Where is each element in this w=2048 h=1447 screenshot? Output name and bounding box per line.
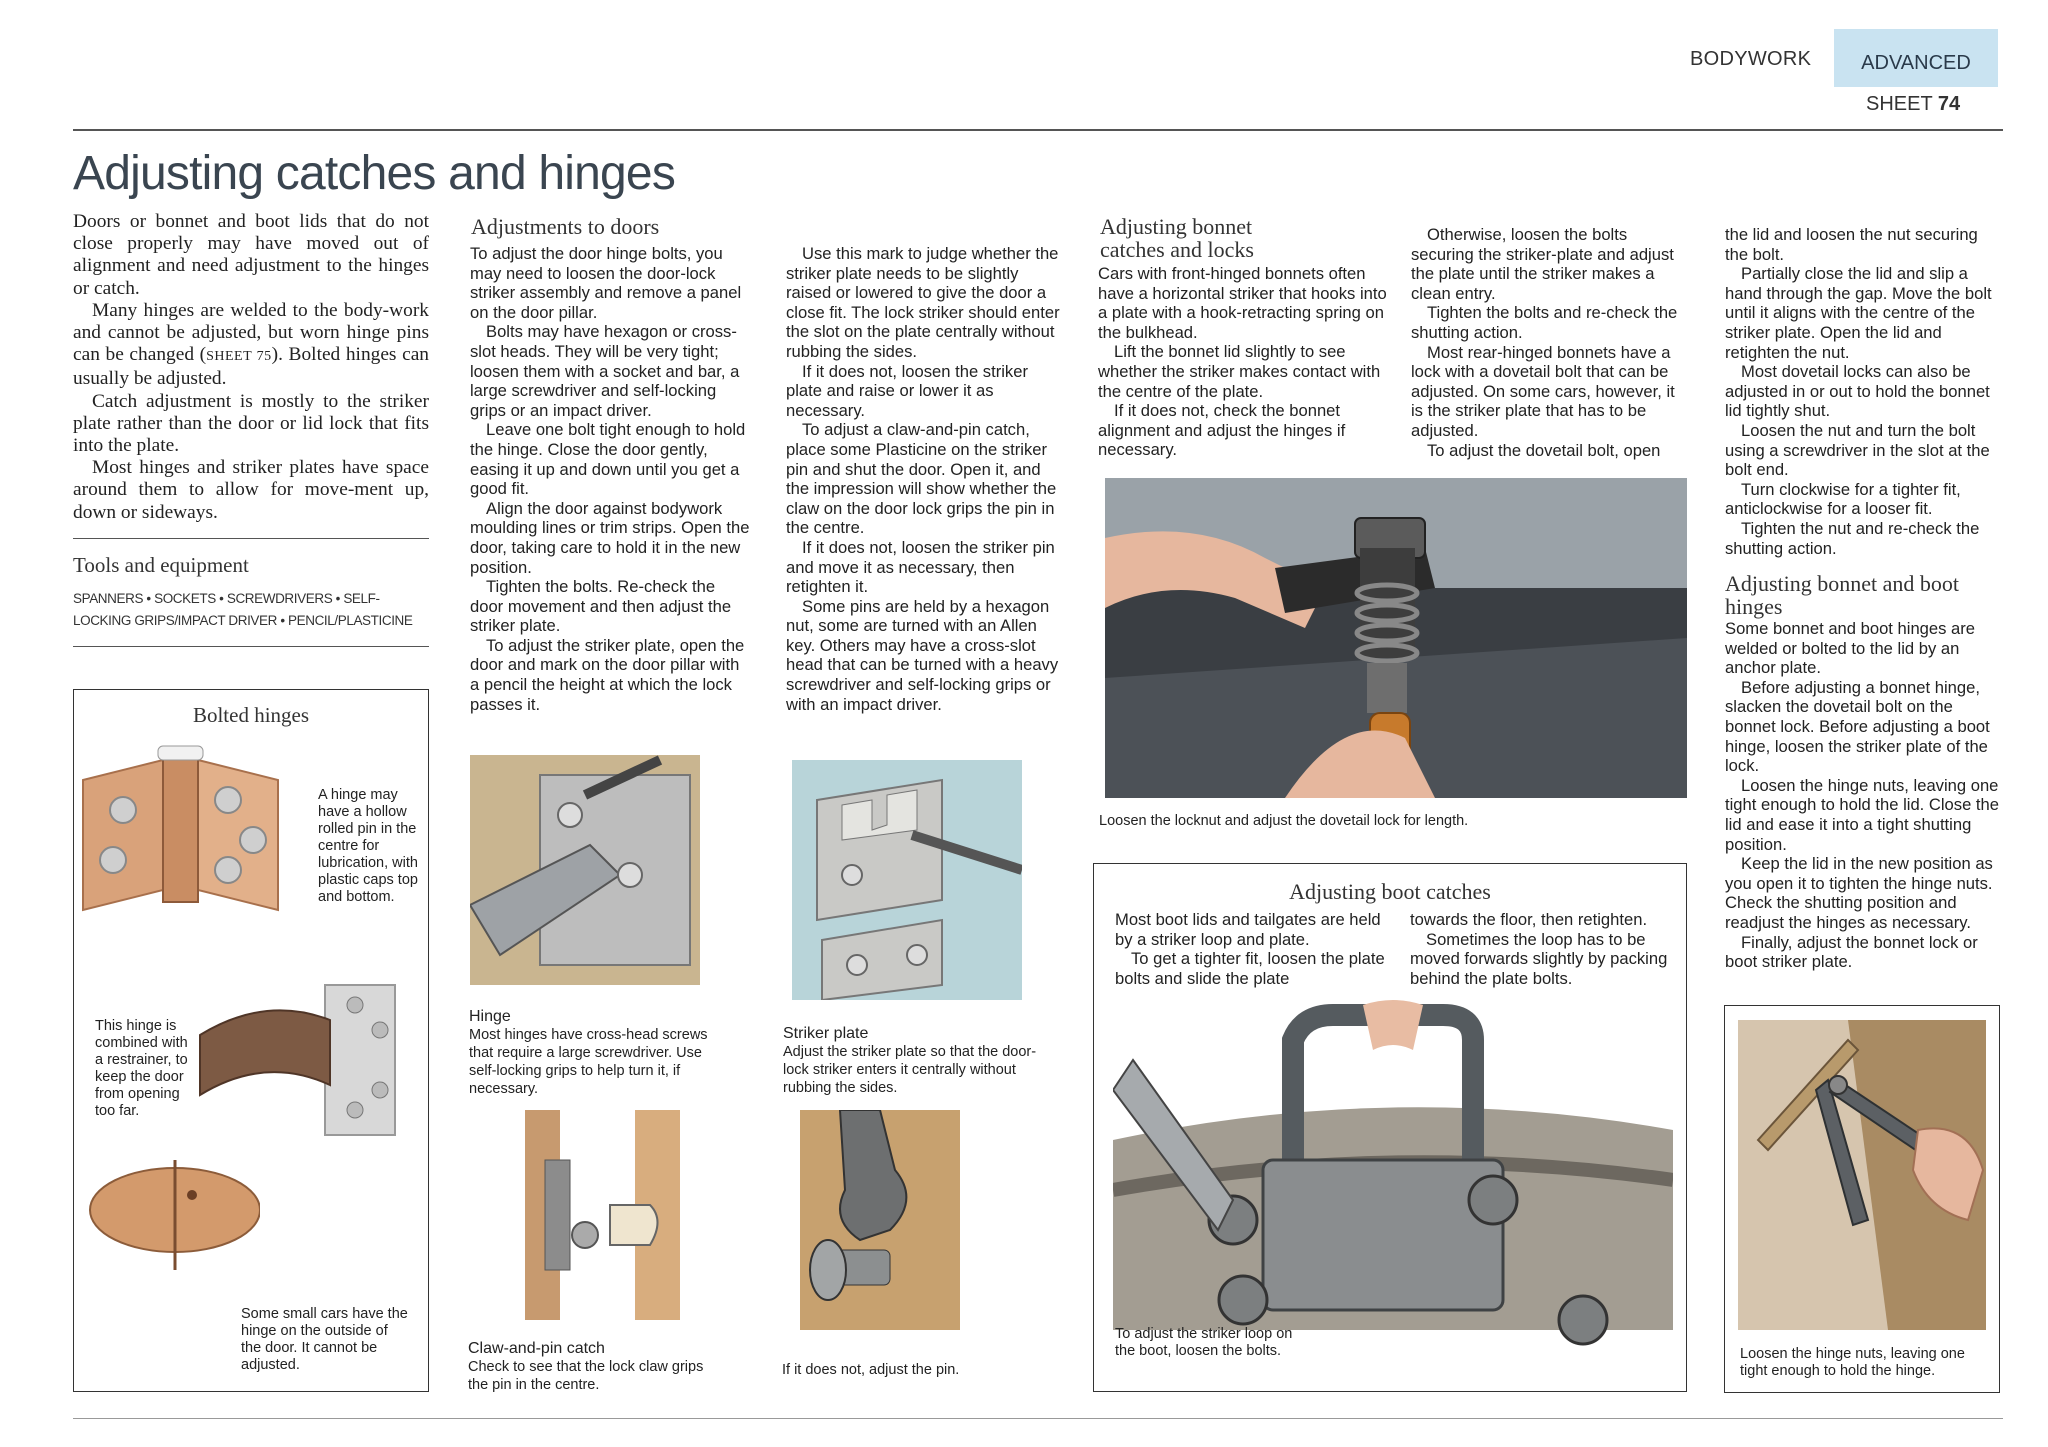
page-title: Adjusting catches and hinges <box>73 147 676 200</box>
text-paragraph: Some bonnet and boot hinges are welded or bolted to the lid by an anchor plate. <box>1725 619 1976 678</box>
striker-plate-illustration <box>792 760 1022 1000</box>
figure-caption-text: Adjust the striker plate so that the door-lock striker enters it centrally without rubbing the sides. <box>783 1044 1037 1096</box>
header-rule <box>73 129 2003 131</box>
text-paragraph: To adjust a claw-and-pin catch, place some Plasticine on the striker pin and shut the door. Open it, and the impression will show whether the claw on the door lock grips the pin in the centre. <box>786 420 1057 538</box>
text-paragraph: Turn clockwise for a tighter fit, anticlockwise for a looser fit. <box>1725 479 1961 519</box>
text-paragraph: towards the floor, then retighten. <box>1410 910 1648 929</box>
pin-figure-caption <box>782 1361 1022 1379</box>
text-paragraph: To adjust the dovetail bolt, open <box>1427 440 1661 460</box>
figure-label: Striker plate <box>783 1025 869 1042</box>
text-paragraph: Leave one bolt tight enough to hold the hinge. Close the door gently, easing it up and down until you get a good fit. <box>470 420 746 499</box>
text-paragraph: Partially close the lid and slip a hand through the gap. Move the bolt until it aligns with the centre of the striker plate. Open the lid and retighten the nut. <box>1725 264 1992 362</box>
bonnet-heading: Adjusting bonnet catches and locks <box>1100 214 1254 262</box>
intro-paragraph: Catch adjustment is mostly to the striker plate rather than the door or lid lock that fits into the plate. <box>73 390 429 457</box>
boot-text-left <box>1115 910 1395 988</box>
claw-figure-caption <box>468 1340 708 1394</box>
text-paragraph: Finally, adjust the bonnet lock or boot striker plate. <box>1725 932 1978 972</box>
outside-hinge-caption: Some small cars have the hinge on the outside of the door. It cannot be adjusted. <box>241 1306 408 1373</box>
sheet-number: SHEET 74 <box>1866 93 1961 115</box>
hinge-nuts-caption: Loosen the hinge nuts, leaving one tight enough to hold the hinge. <box>1740 1346 1965 1379</box>
intro-paragraph: Doors or bonnet and boot lids that do not close properly may have moved out of alignment and need adjustment to the hinges or catch. <box>73 211 429 299</box>
restrainer-hinge-illustration <box>195 975 405 1145</box>
text-paragraph: Otherwise, loosen the bolts securing the striker-plate and adjust the plate until the striker makes a clean entry. <box>1411 225 1674 303</box>
text-paragraph: Tighten the bolts. Re-check the door movement and then adjust the striker plate. <box>470 577 732 636</box>
text-paragraph: Keep the lid in the new position as you open it to tighten the hinge nuts. Check the shutting position and readjust the hinges as necessary. <box>1725 854 1993 932</box>
text-paragraph: Use this mark to judge whether the striker plate needs to be slightly raised or lowered to give the door a close fit. The lock striker should enter the slot on the plate centrally without rubbing the sides. <box>786 244 1060 361</box>
hinge-nuts-illustration <box>1738 1020 1986 1330</box>
intro-paragraph: Most hinges and striker plates have space around them to allow for move-ment up, down or sideways. <box>73 457 429 523</box>
hinge-caption: A hinge may have a hollow rolled pin in the centre for lubrication, with plastic caps top and bottom. <box>318 787 418 905</box>
text-paragraph: Tighten the bolts and re-check the shutting action. <box>1411 303 1678 342</box>
text-paragraph: If it does not, check the bonnet alignment and adjust the hinges if necessary. <box>1098 401 1346 460</box>
text-paragraph: Before adjusting a bonnet hinge, slacken the dovetail bolt on the bonnet lock. Before adjusting a boot hinge, loosen the striker plate of the lock. <box>1725 677 1990 776</box>
bonnet-boot-hinges-heading: Adjusting bonnet and boot hinges <box>1725 571 1960 619</box>
text-paragraph: the lid and loosen the nut securing the bolt. <box>1725 225 1978 264</box>
hollow-pin-hinge-illustration <box>78 740 318 930</box>
hinge-figure-caption <box>469 1008 729 1098</box>
figure-caption-text: Check to see that the lock claw grips the pin in the centre. <box>468 1359 704 1393</box>
figure-caption-text: Most hinges have cross-head screws that require a large screwdriver. Use self-locking grips to help turn it, if necessary. <box>469 1027 708 1097</box>
boot-striker-loop-illustration <box>1113 1000 1673 1350</box>
bolted-hinges-title: Bolted hinges <box>192 703 310 727</box>
claw-and-pin-illustration <box>515 1110 695 1320</box>
text-paragraph: Bolts may have hexagon or cross-slot heads. They will be very tight; loosen them with a socket and bar, a large screwdriver and self-locking grips or an impact driver. <box>470 322 740 420</box>
doors-text <box>470 244 752 714</box>
text-paragraph: If it does not, loosen the striker pin and move it as necessary, then retighten it. <box>786 537 1055 597</box>
intro-paragraph: Many hinges are welded to the body-work and cannot be adjusted, but worn hinge pins can be changed (SHEET 75). Bolted hinges can usually be adjusted. <box>73 299 429 390</box>
text-paragraph: Loosen the nut and turn the bolt using a screwdriver in the slot at the bolt end. <box>1725 420 1990 480</box>
text-paragraph: To adjust the door hinge bolts, you may need to loosen the door-lock striker assembly and remove a panel on the door pillar. <box>470 244 742 322</box>
tools-heading: Tools and equipment <box>73 553 249 577</box>
hinge-screwdriver-illustration <box>470 755 700 985</box>
intro-text <box>73 211 429 524</box>
bonnet-text-continued <box>1411 225 1691 460</box>
striker-figure-caption <box>783 1025 1043 1097</box>
striker-text <box>786 244 1062 714</box>
figure-caption-text: If it does not, adjust the pin. <box>782 1362 960 1378</box>
text-paragraph: Some pins are held by a hexagon nut, some are turned with an Allen key. Others may have a cross-slot head that can be turned with a heavy screwdriver and self-locking grips or with an impact driver. <box>786 596 1059 714</box>
level-tab: ADVANCED <box>1834 29 1998 87</box>
text-paragraph: Most rear-hinged bonnets have a lock with a dovetail bolt that can be adjusted. On some cars, however, it is the striker plate that has to be adjusted. <box>1411 342 1675 440</box>
section-label: BODYWORK <box>1690 48 1812 70</box>
text-paragraph: Most boot lids and tailgates are held by a striker loop and plate. <box>1115 910 1381 949</box>
bonnet-boot-hinges-text <box>1725 619 2001 972</box>
restrainer-caption: This hinge is combined with a restrainer, to keep the door from opening too far. <box>95 1018 188 1119</box>
text-paragraph: To adjust the striker plate, open the door and mark on the door pillar with a pencil the height at which the lock passes it. <box>470 635 745 714</box>
divider <box>73 646 429 647</box>
bonnet-text <box>1098 264 1388 460</box>
text-paragraph: To get a tighter fit, loosen the plate bolts and slide the plate <box>1115 949 1385 988</box>
text-paragraph: Tighten the nut and re-check the shutting action. <box>1725 518 1980 558</box>
figure-label: Hinge <box>469 1008 511 1025</box>
text-paragraph: Cars with front-hinged bonnets often have a horizontal striker that hooks into a plate with a hook-retracting spring on the bulkhead. <box>1098 264 1387 342</box>
footer-rule <box>73 1418 2003 1419</box>
text-paragraph: Loosen the hinge nuts, leaving one tight enough to hold the lid. Close the lid and ease it into a tight shutting position. <box>1725 775 1999 854</box>
text-paragraph: If it does not, loosen the striker plate and raise or lower it as necessary. <box>786 361 1028 420</box>
pin-spanner-illustration <box>800 1110 960 1330</box>
text-paragraph: Lift the bonnet lid slightly to see whether the striker makes contact with the centre of the plate. <box>1098 342 1381 401</box>
doors-heading: Adjustments to doors <box>471 214 660 239</box>
figure-label: Claw-and-pin catch <box>468 1340 605 1357</box>
dovetail-adjust-text <box>1725 225 2001 558</box>
tools-list: SPANNERS • SOCKETS • SCREWDRIVERS • SELF-LOCKING GRIPS/IMPACT DRIVER • PENCIL/PLASTICINE <box>73 591 413 628</box>
text-paragraph: Align the door against bodywork moulding lines or trim strips. Open the door, taking care to hold it in the new position. <box>470 498 750 577</box>
text-paragraph: Most dovetail locks can also be adjusted in or out to hold the bonnet lid tightly shut. <box>1725 362 1990 421</box>
boot-catches-heading: Adjusting boot catches <box>1289 879 1491 904</box>
dovetail-caption: Loosen the locknut and adjust the dovetail lock for length. <box>1099 813 1469 829</box>
boot-text-right <box>1410 910 1680 988</box>
divider <box>73 538 429 539</box>
sheet-reference: SHEET 75 <box>206 349 272 365</box>
outside-hinge-illustration <box>80 1155 260 1275</box>
boot-loop-caption: To adjust the striker loop on the boot, loosen the bolts. <box>1115 1326 1293 1359</box>
dovetail-lock-illustration <box>1105 478 1687 798</box>
text-paragraph: Sometimes the loop has to be moved forwards slightly by packing behind the plate bolts. <box>1410 929 1668 988</box>
